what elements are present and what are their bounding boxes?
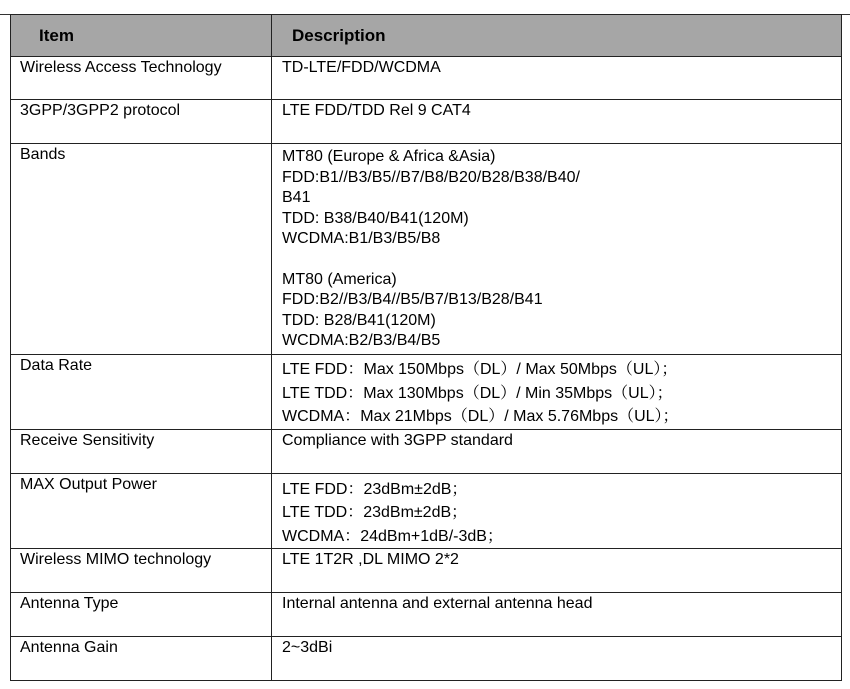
table-row: [11, 637, 842, 681]
header-description: Description: [272, 15, 842, 57]
description-cell: [272, 100, 842, 144]
description-line: FDD:B1//B3/B5//B7/B8/B20/B28/B38/B40/: [282, 168, 580, 186]
description-line: B41: [282, 189, 311, 206]
description-line: MT80 (Europe & Africa &Asia): [282, 148, 496, 165]
item-cell: Bands: [11, 144, 272, 355]
description-line: TDD: B38/B40/B41(120M): [282, 209, 469, 227]
item-cell: Wireless MIMO technology: [11, 549, 272, 593]
item-cell: Antenna Gain: [11, 637, 272, 681]
description-cell: [272, 593, 842, 637]
description-line: LTE FDD：23dBm±2dB；: [282, 480, 468, 498]
description-spacer: [282, 250, 841, 270]
table-row: [11, 57, 842, 100]
item-cell: Data Rate: [11, 355, 272, 430]
table-row: [11, 355, 842, 430]
description-line: LTE TDD：23dBm±2dB；: [282, 504, 468, 521]
description-line: 2~3dBi: [282, 639, 333, 656]
spec-table: [10, 14, 842, 681]
description-line: LTE TDD：Max 130Mbps（DL）/ Min 35Mbps（UL）；: [282, 384, 673, 402]
table-row: [11, 144, 842, 355]
description-cell: [272, 57, 842, 100]
item-cell: Receive Sensitivity: [11, 429, 272, 473]
header-row: [11, 15, 842, 57]
description-line: LTE 1T2R ,DL MIMO 2*2: [282, 551, 459, 568]
description-line: Internal antenna and external antenna head: [282, 595, 593, 612]
item-cell: Antenna Type: [11, 593, 272, 637]
description-cell: [272, 473, 842, 549]
table-body: [11, 57, 842, 681]
description-line: TDD: B28/B41(120M): [282, 311, 436, 329]
description-line: WCDMA：Max 21Mbps（DL）/ Max 5.76Mbps（UL）；: [282, 408, 679, 425]
description-line: TD-LTE/FDD/WCDMA: [282, 59, 441, 76]
description-cell: [272, 355, 842, 430]
table-row: [11, 473, 842, 549]
table-row: [11, 100, 842, 144]
description-line: WCDMA:B2/B3/B4/B5: [282, 332, 441, 349]
description-line: Compliance with 3GPP standard: [282, 431, 513, 449]
item-cell: MAX Output Power: [11, 473, 272, 549]
description-cell: [272, 144, 842, 355]
table-row: [11, 549, 842, 593]
description-cell: [272, 549, 842, 593]
description-line: LTE FDD/TDD Rel 9 CAT4: [282, 102, 471, 119]
description-line: WCDMA：24dBm+1dB/-3dB；: [282, 527, 503, 545]
description-line: MT80 (America): [282, 270, 397, 288]
description-line: FDD:B2//B3/B4//B5/B7/B13/B28/B41: [282, 291, 543, 308]
description-line: LTE FDD：Max 150Mbps（DL）/ Max 50Mbps（UL）；: [282, 361, 678, 378]
description-line: WCDMA:B1/B3/B5/B8: [282, 230, 441, 247]
table-row: [11, 593, 842, 637]
header-item: Item: [11, 15, 272, 57]
table-row: [11, 429, 842, 473]
description-cell: [272, 637, 842, 681]
item-cell: Wireless Access Technology: [11, 57, 272, 100]
description-cell: [272, 429, 842, 473]
item-cell: 3GPP/3GPP2 protocol: [11, 100, 272, 144]
